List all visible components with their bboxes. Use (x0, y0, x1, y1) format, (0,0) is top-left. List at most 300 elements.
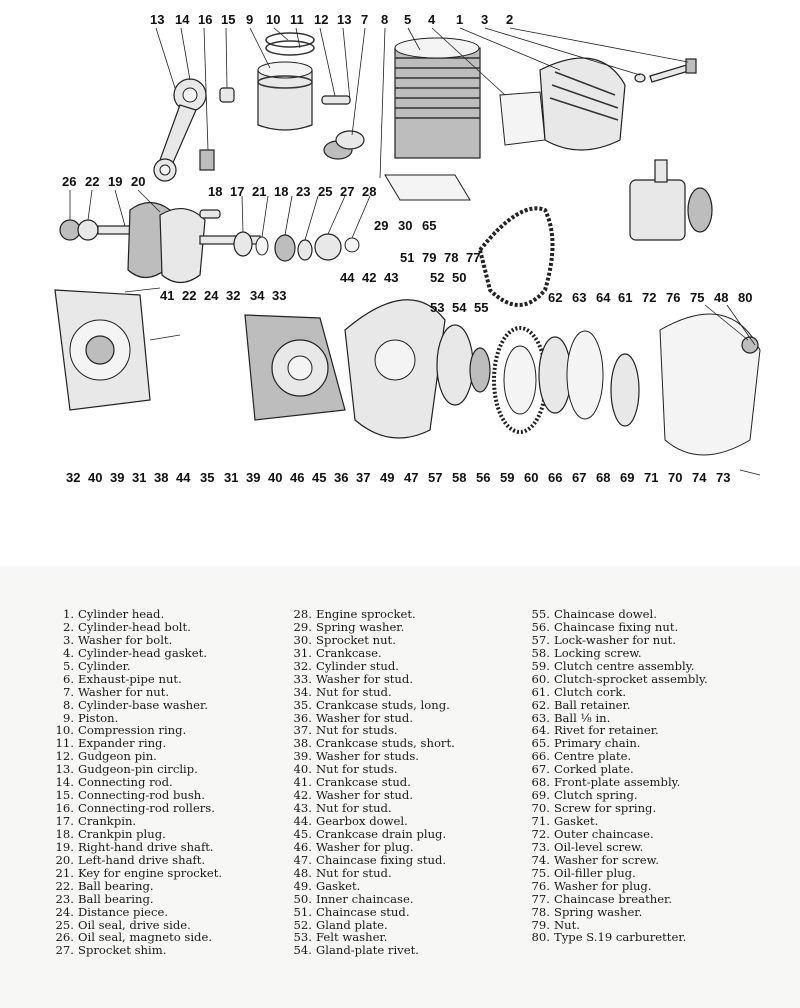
legend-item-label: Connecting rod. (78, 775, 173, 790)
legend-item-number: 61. (531, 684, 550, 699)
legend-item-number: 31. (293, 645, 312, 660)
callout-label: 2 (506, 12, 514, 27)
legend-item-label: Cylinder-base washer. (78, 697, 208, 712)
legend-item-number: 36. (293, 710, 312, 725)
callout-label: 35 (200, 470, 215, 485)
legend-item-number: 57. (531, 632, 550, 647)
callout-label: 25 (318, 184, 333, 199)
legend-item (290, 686, 455, 699)
legend-item-number: 39. (293, 749, 312, 764)
legend-item-number: 12. (55, 749, 74, 764)
legend-item-label: Chaincase fixing stud. (316, 852, 447, 867)
legend-item (52, 686, 222, 699)
legend-item (52, 906, 222, 919)
legend-item-label: Cylinder-head gasket. (78, 645, 207, 660)
legend-item-number: 15. (55, 788, 74, 803)
legend-item-number: 69. (531, 788, 550, 803)
legend-item-number: 77. (531, 891, 550, 906)
legend-item-number: 44. (293, 814, 312, 828)
legend-item-number: 71. (531, 814, 550, 828)
legend-item (528, 906, 708, 919)
legend-item-label: Front-plate assembly. (554, 775, 681, 790)
legend-item (52, 828, 222, 841)
callout-label: 40 (268, 470, 283, 485)
bearing-drawing (275, 235, 295, 261)
legend-item-label: Nut for studs. (316, 762, 398, 777)
callout-label: 22 (85, 174, 100, 189)
legend-item-label: Oil-filler plug. (554, 865, 636, 880)
legend-item (290, 621, 455, 634)
legend-item-label: Washer for stud. (316, 788, 414, 803)
legend-item-number: 8. (62, 697, 74, 712)
legend-item-label: Spring washer. (316, 619, 405, 634)
callout-label: 32 (226, 288, 241, 303)
legend-item-number: 59. (531, 658, 550, 673)
bolt-washer-drawing (635, 74, 645, 82)
oil-seal-drawing (60, 220, 80, 240)
callout-label: 76 (666, 290, 681, 305)
legend-item-label: Oil-level screw. (554, 839, 644, 854)
callout-label: 55 (474, 300, 489, 315)
legend-item (52, 944, 222, 957)
legend-item-number: 78. (531, 904, 550, 919)
legend-item-label: Gasket. (554, 814, 599, 828)
legend-item (528, 815, 708, 828)
legend-item (290, 647, 455, 660)
engine-sprocket-drawing (315, 234, 341, 260)
legend-item-number: 74. (531, 852, 550, 867)
legend-item-number: 47. (293, 852, 312, 867)
legend-item-label: Left-hand drive shaft. (78, 852, 206, 867)
callout-label: 33 (272, 288, 287, 303)
callout-label: 79 (422, 250, 437, 265)
callout-label: 74 (692, 470, 707, 485)
callout-label: 42 (362, 270, 377, 285)
callout-label: 58 (452, 470, 467, 485)
callout-label: 32 (66, 470, 81, 485)
legend-item-number: 6. (62, 671, 74, 686)
legend-item-number: 25. (55, 917, 74, 932)
legend-item-label: Ball bearing. (78, 891, 154, 906)
legend-item-label: Crankcase. (316, 645, 382, 660)
callout-label: 67 (572, 470, 587, 485)
callout-label: 23 (296, 184, 311, 199)
legend-item (290, 893, 455, 906)
legend-item-label: Spring washer. (554, 904, 643, 919)
callout-label: 22 (182, 288, 197, 303)
legend-item (528, 893, 708, 906)
bearing-drawing (78, 220, 98, 240)
legend-item (290, 634, 455, 647)
legend-item-number: 16. (55, 801, 74, 816)
legend-item-label: Right-hand drive shaft. (78, 839, 214, 854)
legend-item-number: 23. (55, 891, 74, 906)
callout-label: 61 (618, 290, 633, 305)
legend-item-label: Washer for stud. (316, 671, 414, 686)
legend-item (52, 634, 222, 647)
legend-item-number: 64. (531, 723, 550, 738)
legend-item-number: 63. (531, 710, 550, 725)
legend-item-number: 38. (293, 736, 312, 751)
legend-item-label: Lock-washer for nut. (554, 632, 677, 647)
legend-item-label: Ball bearing. (78, 878, 154, 893)
legend-item-label: Gudgeon pin. (78, 749, 157, 764)
bolt-head-drawing (686, 59, 696, 73)
legend-item-number: 1. (62, 607, 74, 621)
callout-label: 27 (340, 184, 355, 199)
piston-drawing (258, 62, 312, 130)
stud-drawing (150, 335, 180, 340)
callout-label: 16 (198, 12, 213, 27)
legend-item-label: Gasket. (316, 878, 361, 893)
callout-label: 75 (690, 290, 705, 305)
callout-label: 19 (108, 174, 123, 189)
callout-label: 18 (208, 184, 223, 199)
callout-label: 71 (644, 470, 659, 485)
legend-item-number: 53. (293, 930, 312, 945)
ring-drawing (266, 41, 314, 55)
legend-item (290, 854, 455, 867)
legend-item-label: Primary chain. (554, 736, 641, 751)
legend-item-number: 13. (55, 762, 74, 777)
callout-label: 57 (428, 470, 443, 485)
legend-item-number: 19. (55, 839, 74, 854)
legend-item-label: Washer for screw. (554, 852, 659, 867)
legend-item (528, 673, 708, 686)
callout-label: 39 (246, 470, 261, 485)
legend-item-number: 20. (55, 852, 74, 867)
legend-item-label: Screw for spring. (554, 801, 657, 816)
legend-item-number: 4. (62, 645, 74, 660)
legend-item-number: 33. (293, 671, 312, 686)
legend-item (528, 608, 708, 621)
legend-item-label: Oil seal, magneto side. (78, 930, 213, 945)
legend-item-number: 21. (55, 865, 74, 880)
legend-item-label: Crankcase studs, short. (316, 736, 455, 751)
legend-item-label: Chaincase stud. (316, 904, 410, 919)
legend-item (528, 828, 708, 841)
front-plate-drawing (611, 354, 639, 426)
legend-item-number: 52. (293, 917, 312, 932)
legend-item-number: 62. (531, 697, 550, 712)
legend-item-label: Type S.19 carburetter. (554, 930, 687, 945)
legend-item-number: 41. (293, 775, 312, 790)
legend-item-label: Expander ring. (78, 736, 167, 751)
legend-item-label: Nut for studs. (316, 723, 398, 738)
legend-item-number: 75. (531, 865, 550, 880)
legend-item (52, 880, 222, 893)
outer-chaincase-drawing (660, 314, 760, 455)
callout-label: 77 (466, 250, 481, 265)
legend-item-label: Chaincase dowel. (554, 607, 657, 621)
centre-plate-drawing (539, 337, 571, 413)
callout-label: 5 (404, 12, 412, 27)
callout-label: 30 (398, 218, 413, 233)
legend-item-label: Nut for stud. (316, 865, 392, 880)
legend-item-label: Centre plate. (554, 749, 632, 764)
callout-label: 65 (422, 218, 437, 233)
crankpin-drawing (200, 210, 220, 218)
legend-item-number: 28. (293, 607, 312, 621)
callout-label: 48 (714, 290, 729, 305)
corked-plate-drawing (567, 331, 603, 419)
callout-label: 53 (430, 300, 445, 315)
legend-item-label: Nut for stud. (316, 684, 392, 699)
callout-label: 7 (361, 12, 369, 27)
legend-item-number: 51. (293, 904, 312, 919)
callout-label: 28 (362, 184, 377, 199)
legend-item-label: Sprocket shim. (78, 943, 167, 958)
legend-item-label: Ball ⅛ in. (554, 710, 611, 725)
legend-item-label: Felt washer. (316, 930, 388, 945)
legend-item-number: 50. (293, 891, 312, 906)
legend-item (290, 699, 455, 712)
callout-label: 38 (154, 470, 169, 485)
legend-item-number: 17. (55, 814, 74, 828)
legend-item-label: Rivet for retainer. (554, 723, 659, 738)
legend-item (290, 828, 455, 841)
legend-item-number: 22. (55, 878, 74, 893)
legend-item-number: 76. (531, 878, 550, 893)
distance-piece-drawing (256, 237, 268, 255)
legend-item-label: Nut for stud. (316, 801, 392, 816)
callout-label: 49 (380, 470, 395, 485)
callouts-mid1 (62, 174, 376, 199)
callout-label: 69 (620, 470, 635, 485)
legend-item (52, 854, 222, 867)
callout-label: 31 (224, 470, 239, 485)
ring-drawing (266, 33, 314, 47)
legend-item-number: 68. (531, 775, 550, 790)
legend-item-label: Gland plate. (316, 917, 388, 932)
callouts-bottom (66, 470, 730, 485)
connecting-rod-drawing (154, 79, 206, 181)
callout-label: 72 (642, 290, 657, 305)
legend-item-number: 60. (531, 671, 550, 686)
legend-item (290, 906, 455, 919)
legend-item-number: 79. (531, 917, 550, 932)
callout-label: 63 (572, 290, 587, 305)
legend-item-number: 55. (531, 607, 550, 621)
callout-label: 34 (250, 288, 265, 303)
callout-label: 41 (160, 288, 175, 303)
legend-item (52, 647, 222, 660)
callout-label: 14 (175, 12, 190, 27)
legend-item (290, 944, 455, 957)
legend-item-number: 45. (293, 826, 312, 841)
callout-label: 8 (381, 12, 389, 27)
callout-label: 21 (252, 184, 267, 199)
legend-item-label: Locking screw. (554, 645, 642, 660)
parts-legend (0, 566, 800, 1008)
legend-item-label: Crankpin plug. (78, 826, 166, 841)
legend-item-label: Connecting-rod rollers. (78, 801, 215, 816)
callout-label: 47 (404, 470, 419, 485)
inner-chaincase-drawing (345, 300, 445, 438)
legend-item (290, 867, 455, 880)
callout-label: 44 (176, 470, 191, 485)
legend-item (528, 686, 708, 699)
legend-item-label: Engine sprocket. (316, 607, 416, 621)
legend-item (528, 841, 708, 854)
base-washer-drawing (385, 175, 470, 200)
bearing-drawing (234, 232, 252, 256)
legend-item (528, 880, 708, 893)
legend-item (528, 867, 708, 880)
legend-item-label: Clutch cork. (554, 684, 627, 699)
legend-item-number: 7. (62, 684, 74, 699)
legend-item-number: 67. (531, 762, 550, 777)
callout-label: 60 (524, 470, 539, 485)
legend-item-label: Oil seal, drive side. (78, 917, 191, 932)
legend-item-label: Cylinder. (78, 658, 131, 673)
callout-label: 1 (456, 12, 464, 27)
legend-item-label: Inner chaincase. (316, 891, 414, 906)
legend-item (528, 621, 708, 634)
legend-item-label: Clutch-sprocket assembly. (554, 671, 708, 686)
crankcase-right-drawing (245, 315, 345, 420)
seal-drawing (298, 240, 312, 260)
legend-item-label: Ball retainer. (554, 697, 631, 712)
legend-item-label: Corked plate. (554, 762, 634, 777)
legend-item (290, 841, 455, 854)
legend-item-number: 18. (55, 826, 74, 841)
legend-item-label: Cylinder-head bolt. (78, 619, 191, 634)
callout-label: 24 (204, 288, 219, 303)
legend-item-number: 35. (293, 697, 312, 712)
legend-item (528, 634, 708, 647)
legend-item-label: Compression ring. (78, 723, 187, 738)
legend-item-number: 32. (293, 658, 312, 673)
washer-drawing (336, 131, 364, 149)
callout-label: 20 (131, 174, 146, 189)
callout-label: 13 (337, 12, 352, 27)
legend-item (52, 815, 222, 828)
callout-label: 54 (452, 300, 467, 315)
stud-drawing (125, 288, 160, 292)
legend-item (52, 699, 222, 712)
legend-column (52, 608, 222, 957)
legend-item-number: 54. (293, 943, 312, 958)
legend-item-number: 24. (55, 904, 74, 919)
legend-item-number: 37. (293, 723, 312, 738)
legend-item-number: 65. (531, 736, 550, 751)
legend-item-number: 48. (293, 865, 312, 880)
legend-item-number: 49. (293, 878, 312, 893)
legend-item-label: Washer for nut. (78, 684, 170, 699)
legend-item-label: Clutch spring. (554, 788, 638, 803)
callout-label: 15 (221, 12, 236, 27)
callouts-top (150, 12, 513, 27)
legend-item-label: Washer for plug. (316, 839, 414, 854)
callout-label: 44 (340, 270, 355, 285)
crankcase-left-drawing (55, 290, 150, 410)
flywheel-drawing (128, 203, 205, 283)
legend-item-number: 34. (293, 684, 312, 699)
legend-item-label: Connecting-rod bush. (78, 788, 205, 803)
legend-item (290, 815, 455, 828)
legend-item-number: 11. (55, 736, 74, 751)
callout-label: 59 (500, 470, 515, 485)
legend-item-number: 26. (55, 930, 74, 945)
callout-label: 3 (481, 12, 489, 27)
pin-drawing (322, 96, 350, 104)
callout-label: 31 (132, 470, 147, 485)
callout-label: 64 (596, 290, 611, 305)
callout-label: 46 (290, 470, 305, 485)
legend-item-label: Gudgeon-pin circlip. (78, 762, 198, 777)
legend-item-label: Washer for bolt. (78, 632, 173, 647)
bush-drawing (220, 88, 234, 102)
callout-label: 26 (62, 174, 77, 189)
callout-label: 62 (548, 290, 563, 305)
legend-item (52, 841, 222, 854)
primary-chain-drawing (480, 208, 553, 305)
callout-label: 80 (738, 290, 753, 305)
legend-item (290, 660, 455, 673)
callout-label: 4 (428, 12, 436, 27)
sprocket-nut-drawing (345, 238, 359, 252)
callout-label: 10 (266, 12, 281, 27)
callout-label: 9 (246, 12, 254, 27)
legend-item (290, 880, 455, 893)
callout-label: 70 (668, 470, 683, 485)
legend-item-label: Cylinder head. (78, 607, 165, 621)
callout-label: 52 (430, 270, 445, 285)
legend-item-label: Cylinder stud. (316, 658, 399, 673)
callout-label: 43 (384, 270, 399, 285)
legend-item-number: 5. (62, 658, 74, 673)
legend-item-number: 70. (531, 801, 550, 816)
legend-item (528, 660, 708, 673)
legend-column (290, 608, 455, 957)
legend-item-label: Clutch centre assembly. (554, 658, 695, 673)
callout-label: 39 (110, 470, 125, 485)
legend-item-label: Gland-plate rivet. (316, 943, 419, 958)
legend-item-number: 9. (62, 710, 74, 725)
callout-label: 12 (314, 12, 329, 27)
callout-label: 40 (88, 470, 103, 485)
callout-label: 66 (548, 470, 563, 485)
legend-item-label: Key for engine sprocket. (78, 865, 223, 880)
head-gasket-drawing (500, 92, 545, 145)
legend-item-number: 58. (531, 645, 550, 660)
callout-label: 68 (596, 470, 611, 485)
legend-item-number: 30. (293, 632, 312, 647)
callout-label: 45 (312, 470, 327, 485)
callout-label: 78 (444, 250, 459, 265)
legend-item-number: 72. (531, 826, 550, 841)
legend-item-label: Sprocket nut. (316, 632, 396, 647)
legend-item-label: Crankcase drain plug. (316, 826, 447, 841)
legend-item-label: Gearbox dowel. (316, 814, 408, 828)
callout-label: 51 (400, 250, 415, 265)
legend-item (528, 699, 708, 712)
legend-item-label: Nut. (554, 917, 580, 932)
legend-item-number: 66. (531, 749, 550, 764)
legend-item-label: Exhaust-pipe nut. (78, 671, 182, 686)
legend-item-label: Washer for plug. (554, 878, 652, 893)
legend-item (52, 893, 222, 906)
callout-label: 73 (716, 470, 731, 485)
legend-item (528, 647, 708, 660)
legend-item (52, 621, 222, 634)
legend-item (528, 931, 708, 944)
legend-item-number: 56. (531, 619, 550, 634)
callout-label: 11 (290, 12, 304, 27)
callout-label: 56 (476, 470, 491, 485)
callout-label: 37 (356, 470, 371, 485)
